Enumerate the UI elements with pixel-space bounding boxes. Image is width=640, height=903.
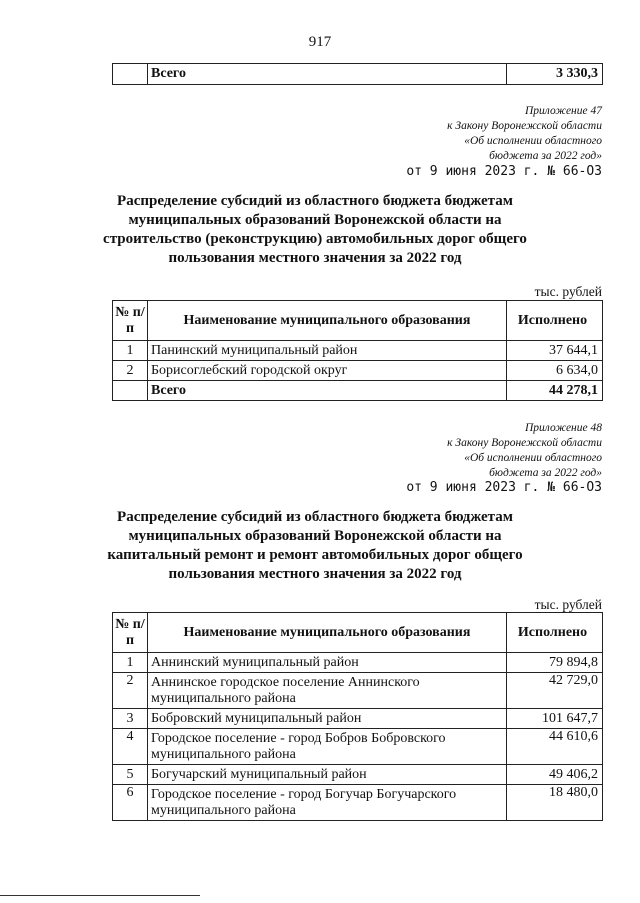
appendix-line: Приложение 48	[524, 422, 602, 434]
row-value: 6 634,0	[507, 361, 603, 381]
row-num: 2	[113, 673, 148, 709]
table-header-row	[113, 301, 603, 341]
total-value: 3 330,3	[507, 64, 603, 85]
appendix-line: бюджета за 2022 год»	[489, 467, 602, 479]
subsidy-table-47	[112, 300, 603, 401]
row-name: Аннинское городское поселение Аннинского муниципального района	[148, 673, 507, 709]
header-name: Наименование муниципального образования	[148, 301, 507, 341]
row-num: 2	[113, 361, 148, 381]
appendix-line: к Закону Воронежской области	[447, 120, 602, 132]
row-num: 1	[113, 653, 148, 673]
appendix-line: Приложение 47	[524, 105, 602, 117]
row-name: Городское поселение - город Богучар Богучарского муниципального района	[148, 785, 507, 821]
row-name: Борисоглебский городской округ	[148, 361, 507, 381]
table-total-row	[113, 381, 603, 401]
row-num: 4	[113, 729, 148, 765]
units-label: тыс. рублей	[534, 597, 602, 612]
header-value: Исполнено	[507, 301, 603, 341]
empty-cell	[113, 381, 148, 401]
appendix-line: бюджета за 2022 год»	[489, 150, 602, 162]
header-num: № п/п	[113, 301, 148, 341]
header-name: Наименование муниципального образования	[148, 613, 507, 653]
row-value: 49 406,2	[507, 765, 603, 785]
row-value: 44 610,6	[507, 729, 603, 765]
header-num: № п/п	[113, 613, 148, 653]
table-row	[113, 64, 603, 85]
units-label: тыс. рублей	[534, 284, 602, 299]
table-row	[113, 361, 603, 381]
section-title: Распределение субсидий из областного бюджета бюджетам муниципальных образований Воронежской области на капитальный ремонт и ремонт автомобильных дорог общего пользования местного значения за 2022 год	[107, 509, 523, 582]
row-name: Аннинский муниципальный район	[148, 653, 507, 673]
row-name: Богучарский муниципальный район	[148, 765, 507, 785]
appendix-48-reference	[447, 421, 602, 481]
row-num: 5	[113, 765, 148, 785]
appendix-line: «Об исполнении областного	[464, 135, 602, 147]
row-name: Бобровский муниципальный район	[148, 709, 507, 729]
total-label: Всего	[148, 64, 507, 85]
table-row	[113, 341, 603, 361]
row-value: 37 644,1	[507, 341, 603, 361]
page-number: 917	[308, 34, 332, 50]
total-value: 44 278,1	[507, 381, 603, 401]
row-value: 79 894,8	[507, 653, 603, 673]
header-value: Исполнено	[507, 613, 603, 653]
table-row	[113, 673, 603, 709]
row-num: 1	[113, 341, 148, 361]
empty-cell	[113, 64, 148, 85]
law-reference: от 9 июня 2023 г. № 66-ОЗ	[406, 164, 602, 179]
table-row	[113, 709, 603, 729]
total-label: Всего	[148, 381, 507, 401]
subsidy-table-48	[112, 612, 603, 821]
section-title: Распределение субсидий из областного бюджета бюджетам муниципальных образований Воронежской области на строительство (реконструкцию) автомобильных дорог общего пользования местного значения за 2022 год	[103, 193, 527, 266]
table-row	[113, 653, 603, 673]
table-row	[113, 785, 603, 821]
appendix-line: «Об исполнении областного	[464, 452, 602, 464]
row-name: Городское поселение - город Бобров Бобровского муниципального района	[148, 729, 507, 765]
table-row	[113, 765, 603, 785]
appendix-line: к Закону Воронежской области	[447, 437, 602, 449]
row-value: 18 480,0	[507, 785, 603, 821]
row-num: 3	[113, 709, 148, 729]
table-row	[113, 729, 603, 765]
table-header-row	[113, 613, 603, 653]
top-total-table	[112, 63, 603, 85]
row-value: 101 647,7	[507, 709, 603, 729]
row-name: Панинский муниципальный район	[148, 341, 507, 361]
law-reference: от 9 июня 2023 г. № 66-ОЗ	[406, 480, 602, 495]
row-num: 6	[113, 785, 148, 821]
footer-divider	[0, 895, 200, 896]
appendix-47-reference	[447, 104, 602, 164]
row-value: 42 729,0	[507, 673, 603, 709]
